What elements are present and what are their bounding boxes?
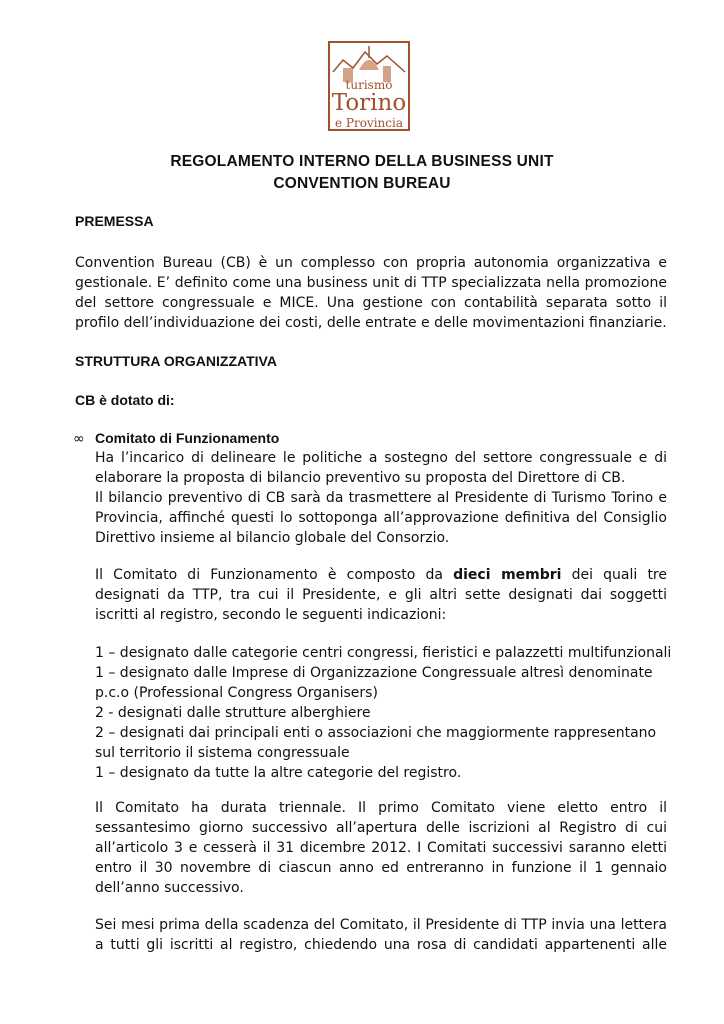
designation-list xyxy=(95,643,675,783)
document-title-line2: CONVENTION BUREAU xyxy=(273,175,451,192)
list-item: 2 - designati dalle strutture alberghiere xyxy=(95,705,371,721)
para3-text-before: Il Comitato di Funzionamento è composto da xyxy=(95,567,454,583)
list-item: 1 – designato da tutte la altre categorie del registro. xyxy=(95,765,462,781)
comitato-title: Comitato di Funzionamento xyxy=(95,430,280,446)
logo-text-torino: Torino xyxy=(331,90,407,116)
comitato-paragraph-2: Il bilancio preventivo di CB sarà da trasmettere al Presidente di Turismo Torino e Provincia, affinché questi lo sottoponga all’approvazione definitiva del Consiglio Direttivo insieme al bilancio globale del Consorzio. xyxy=(95,490,667,546)
struttura-heading: STRUTTURA ORGANIZZATIVA xyxy=(75,353,277,369)
list-item: 1 – designato dalle Imprese di Organizzazione Congressuale altresì denominate xyxy=(95,665,653,681)
premessa-paragraph: Convention Bureau (CB) è un complesso con propria autonomia organizzativa e gestionale. E’ definito come una business unit di TTP specializzata nella promozione del settore congressuale e MICE. Una gestione con contabilità separata sotto il profilo dell’individuazione dei costi, delle entrate e delle movimentazioni finanziarie. xyxy=(75,255,667,331)
premessa-heading: PREMESSA xyxy=(75,213,154,229)
list-item: sul territorio il sistema congressuale xyxy=(95,745,350,761)
comitato-paragraph-5: Sei mesi prima della scadenza del Comitato, il Presidente di TTP invia una lettera a tutti gli iscritti al registro, chiedendo una rosa di candidati appartenenti alle xyxy=(95,917,667,953)
turismo-torino-logo xyxy=(323,38,415,134)
document-title-line1: REGOLAMENTO INTERNO DELLA BUSINESS UNIT xyxy=(170,153,554,170)
list-item: 2 – designati dai principali enti o associazioni che maggiormente rappresentano xyxy=(95,725,657,741)
logo-text-provincia: e Provincia xyxy=(334,116,403,130)
comitato-paragraph-4: Il Comitato ha durata triennale. Il primo Comitato viene eletto entro il sessantesimo giorno successivo all’apertura delle iscrizioni al Registro di cui all’articolo 3 e cesserà il 31 dicembre 2012. I Comitati successivi saranno eletti entro il 30 novembre di ciascun anno ed entreranno in funzione il 1 gennaio dell’anno successivo. xyxy=(95,800,667,896)
logo-text-turismo: turismo xyxy=(345,78,393,92)
dotato-subheading: CB è dotato di: xyxy=(75,392,175,408)
list-item: p.c.o (Professional Congress Organisers) xyxy=(95,685,378,701)
infinity-bullet-icon: ∞ xyxy=(73,431,85,447)
list-item: 1 – designato dalle categorie centri congressi, fieristici e palazzetti multifunzionali xyxy=(95,645,672,661)
comitato-paragraph-1: Ha l’incarico di delineare le politiche a sostegno del settore congressuale e di elaborare la proposta di bilancio preventivo su proposta del Direttore di CB. xyxy=(95,450,667,486)
comitato-paragraph-3 xyxy=(95,565,667,625)
dieci-membri-bold: dieci membri xyxy=(453,567,562,583)
para3-text-after: dei quali tre designati da TTP, tra cui il Presidente, e gli altri sette designati dai soggetti iscritti al registro, secondo le seguenti indicazioni: xyxy=(95,567,667,623)
